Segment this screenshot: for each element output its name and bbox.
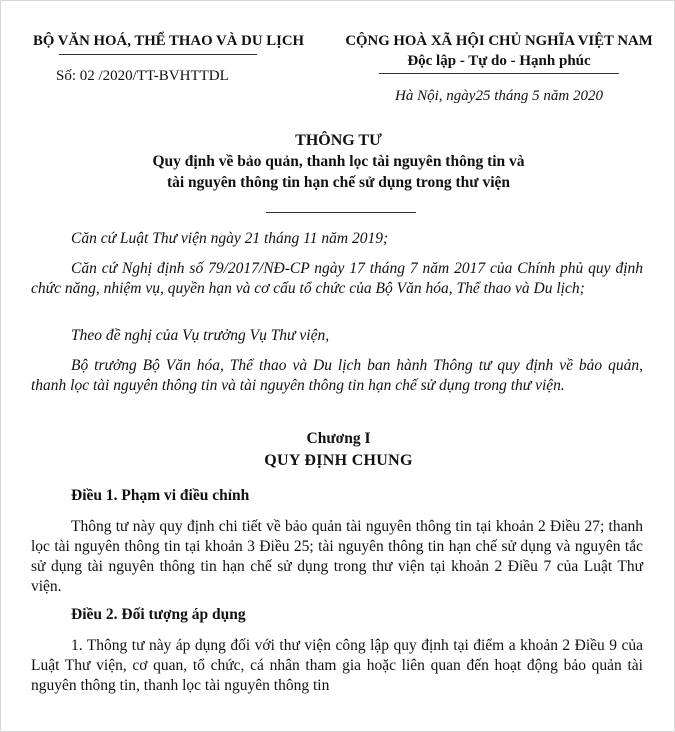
ministry-underline [59,54,257,55]
national-motto: Độc lập - Tự do - Hạnh phúc [407,53,591,69]
preamble-basis-decree: Căn cứ Nghị định số 79/2017/NĐ-CP ngày 17 tháng 7 năm 2017 của Chính phủ quy định chức năng, nhiệm vụ, quyền hạn và cơ cấu tổ chức của Bộ Văn hóa, Thể thao và Du lịch; [31,260,643,297]
national-title: CỘNG HOÀ XÃ HỘI CHỦ NGHĨA VIỆT NAM [345,33,653,49]
preamble-issuance: Bộ trưởng Bộ Văn hóa, Thể thao và Du lịch ban hành Thông tư quy định về bảo quản, thanh lọc tài nguyên thông tin và tài nguyên thông tin hạn chế sử dụng trong thư viện. [31,357,643,394]
article-1-heading: Điều 1. Phạm vi điều chỉnh [71,487,250,504]
place-date: Hà Nội, ngày25 tháng 5 năm 2020 [395,88,603,104]
preamble-proposal: Theo đề nghị của Vụ trưởng Vụ Thư viện, [71,327,330,344]
document-subject-line-1: Quy định về bảo quản, thanh lọc tài nguyên thông tin và [152,153,525,170]
motto-underline [379,73,619,74]
chapter-label: Chương I [306,430,371,447]
ministry-name: BỘ VĂN HOÁ, THỂ THAO VÀ DU LỊCH [32,33,305,49]
article-2-heading: Điều 2. Đối tượng áp dụng [71,606,246,623]
chapter-title: QUY ĐỊNH CHUNG [264,452,413,469]
document-number: Số: 02 /2020/TT-BVHTTDL [56,68,229,84]
document-type: THÔNG TƯ [295,132,382,149]
document-subject-line-2: tài nguyên thông tin hạn chế sử dụng trong thư viện [166,174,511,191]
article-2-body: 1. Thông tư này áp dụng đối với thư viện công lập quy định tại điểm a khoản 2 Điều 9 của Luật Thư viện, cơ quan, tổ chức, cá nhân tham gia hoặc liên quan đến hoạt động bảo quản tài nguyên thông tin, thanh lọc tài nguyên thông tin [31,637,643,694]
article-1-body: Thông tư này quy định chi tiết về bảo quản tài nguyên thông tin tại khoản 2 Điều 27; thanh lọc tài nguyên thông tin tại khoản 3 Điều 25; tài nguyên thông tin hạn chế sử dụng và nguyên tắc sử dụng tài nguyên thông tin hạn chế sử dụng trong thư viện tại khoản 2 Điều 7 của Luật Thư viện. [31,518,643,595]
preamble-basis-law: Căn cứ Luật Thư viện ngày 21 tháng 11 năm 2019; [71,230,389,247]
title-divider [266,212,416,213]
